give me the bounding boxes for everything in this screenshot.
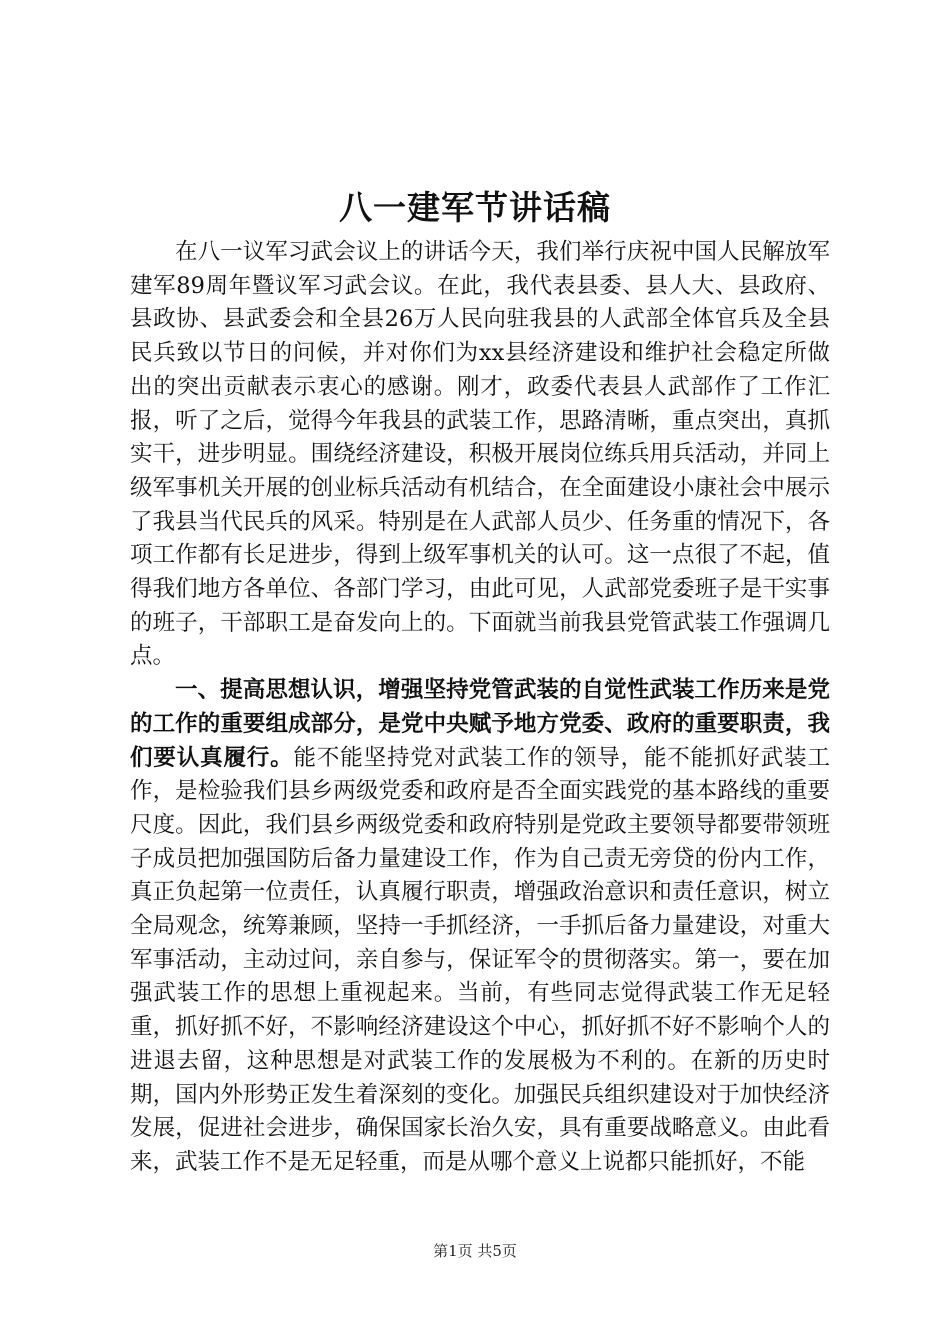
paragraph-section-one: [130, 674, 830, 1180]
paragraph-intro: 在八一议军习武会议上的讲话今天，我们举行庆祝中国人民解放军建军89周年暨议军习武会议。在此，我代表县委、县人大、县政府、县政协、县武委会和全县26万人民向驻我县的人武部全体官兵及全县民兵致以节日的问候，并对你们为xx县经济建设和维护社会稳定所做出的突出贡献表示衷心的感谢。刚才，政委代表县人武部作了工作汇报，听了之后，觉得今年我县的武装工作，思路清晰，重点突出，真抓实干，进步明显。围绕经济建设，积极开展岗位练兵用兵活动，并同上级军事机关开展的创业标兵活动有机结合，在全面建设小康社会中展示了我县当代民兵的风采。特别是在人武部人员少、任务重的情况下，各项工作都有长足进步，得到上级军事机关的认可。这一点很了不起，值得我们地方各单位、各部门学习，由此可见，人武部党委班子是干实事的班子，干部职工是奋发向上的。下面就当前我县党管武装工作强调几点。: [130, 239, 830, 670]
document-title: 八一建军节讲话稿: [339, 188, 611, 227]
section-body: 能不能坚持党对武装工作的领导，能不能抓好武装工作，是检验我们县乡两级党委和政府是否全面实践党的基本路线的重要尺度。因此，我们县乡两级党委和政府特别是党政主要领导都要带领班子成员把加强国防后备力量建设工作，作为自己责无旁贷的份内工作，真正负起第一位责任，认真履行职责，增强政治意识和责任意识，树立全局观念，统筹兼顾，坚持一手抓经济，一手抓后备力量建设，对重大军事活动，主动过问，亲自参与，保证军令的贯彻落实。第一，要在加强武装工作的思想上重视起来。当前，有些同志觉得武装工作无足轻重，抓好抓不好，不影响经济建设这个中心，抓好抓不好不影响个人的进退去留，这种思想是对武装工作的发展极为不利的。在新的历史时期，国内外形势正发生着深刻的变化。加强民兵组织建设对于加快经济发展，促进社会进步，确保国家长治久安，具有重要战略意义。由此看来，武装工作不是无足轻重，而是从哪个意义上说都只能抓好，不能: [130, 744, 830, 1175]
section-heading: 一、提高思想认识，增强坚持党管武装的自觉性武装工作历来是党的工作的重要组成部分，是党中央赋予地方党委、政府的重要职责，我们要认真履行。: [130, 677, 830, 771]
page-footer: 第1页 共5页: [433, 1242, 517, 1260]
document-body: [130, 236, 830, 1180]
